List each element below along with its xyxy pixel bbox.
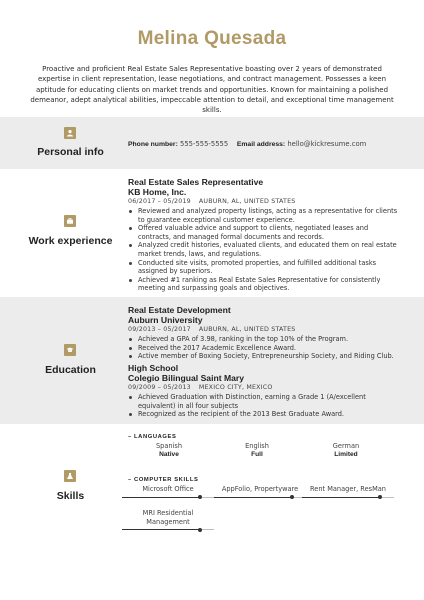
skills-section xyxy=(0,424,424,600)
job-company: KB Home, Inc. xyxy=(128,187,187,197)
language-level: Native xyxy=(159,450,179,458)
list-item: Received the 2017 Academic Excellence Award. xyxy=(128,344,398,353)
list-item: Achieved Graduation with Distinction, earning a Grade 1 (A/excellent equivalent) in all four subjects xyxy=(128,393,398,410)
skill-item xyxy=(122,509,214,530)
skill-bar-fill xyxy=(302,497,380,498)
language-item xyxy=(306,442,386,459)
skill-bar-marker xyxy=(378,495,382,499)
education-dates: 09/2009 – 05/2013 xyxy=(128,384,191,391)
skill-item xyxy=(214,485,306,498)
graduation-cap-icon xyxy=(64,344,76,356)
education-section xyxy=(0,297,424,424)
skill-bar xyxy=(122,497,214,498)
list-item: Achieved #1 ranking as Real Estate Sales Representative for consistently meeting and surpassing goals and objectives. xyxy=(128,276,398,293)
language-item xyxy=(129,442,209,459)
list-item: Analyzed credit histories, evaluated clients, and educated them on real estate market trends, laws, and regulations. xyxy=(128,241,398,258)
language-name: English xyxy=(245,442,269,450)
education-bullets xyxy=(128,335,398,361)
skill-bar-fill xyxy=(122,497,200,498)
list-item: Reviewed and analyzed property listings, acting as a representative for clients to guarantee exceptional customer experience. xyxy=(128,207,398,224)
briefcase-icon xyxy=(64,215,76,227)
skills-title: Skills xyxy=(56,490,85,502)
language-name: German xyxy=(332,442,360,450)
education-entry-1 xyxy=(128,305,398,361)
job-position: Real Estate Sales Representative xyxy=(128,177,264,187)
skill-bar-fill xyxy=(122,529,200,530)
language-level: Limited xyxy=(334,450,358,458)
skill-bar-fill xyxy=(214,497,292,498)
list-item: Recognized as the recipient of the 2013 Best Graduate Award. xyxy=(128,410,398,419)
skill-name: Microsoft Office xyxy=(142,485,194,493)
flask-icon xyxy=(64,470,76,482)
personal-info-section xyxy=(0,117,424,169)
contact-line xyxy=(128,139,398,150)
skill-bar-marker xyxy=(290,495,294,499)
language-level: Full xyxy=(251,450,263,458)
person-icon xyxy=(64,127,76,139)
education-bullets xyxy=(128,393,398,419)
education-title: Education xyxy=(45,364,96,376)
education-location: AUBURN, AL, UNITED STATES xyxy=(198,326,296,333)
school-name: Auburn University xyxy=(128,315,203,325)
skill-bar xyxy=(214,497,306,498)
languages-heading: – LANGUAGES xyxy=(128,434,177,440)
job-meta xyxy=(128,197,398,206)
phone-value: 555-555-5555 xyxy=(180,140,229,148)
list-item: Active member of Boxing Society, Entrepreneurship Society, and Riding Club. xyxy=(128,352,398,361)
skill-bar-marker xyxy=(198,528,202,532)
education-meta xyxy=(128,325,398,334)
personal-info-title: Personal info xyxy=(37,146,104,158)
skill-bar-marker xyxy=(198,495,202,499)
phone-label: Phone number: xyxy=(128,141,178,148)
skill-name: Rent Manager, ResMan xyxy=(310,485,386,493)
work-experience-title: Work experience xyxy=(28,235,113,247)
email-value: hello@kickresume.com xyxy=(287,140,367,148)
list-item: Offered valuable advice and support to clients, negotiated leases and contracts, and managed formal documents and records. xyxy=(128,224,398,241)
skill-item xyxy=(122,485,214,498)
computer-skills-heading: – COMPUTER SKILLS xyxy=(128,477,199,483)
education-location: MEXICO CITY, MEXICO xyxy=(198,384,273,391)
degree-title: Real Estate Development xyxy=(128,305,231,315)
job-bullets xyxy=(128,207,398,293)
resume-name: Melina Quesada xyxy=(137,28,287,49)
language-name: Spanish xyxy=(155,442,183,450)
skill-bar xyxy=(122,529,214,530)
job-entry xyxy=(128,177,398,293)
skill-name: AppFolio, Propertyware xyxy=(221,485,299,493)
education-entry-2 xyxy=(128,363,398,419)
skill-bar xyxy=(302,497,394,498)
language-item xyxy=(217,442,297,459)
education-dates: 09/2013 – 05/2017 xyxy=(128,326,191,333)
work-experience-section xyxy=(0,169,424,297)
summary-paragraph: Proactive and proficient Real Estate Sales Representative boasting over 2 years of demonstrated expertise in client representation, lease negotiations, and contract management. Possesses a keen aptitude for educating clients on market trends and opportunities. Known for maintaining a polished demeanor, adept analytical abilities, impeccable attention to detail, and exceptional time management skills. xyxy=(30,65,394,115)
education-meta xyxy=(128,383,398,392)
email-label: Email address: xyxy=(236,141,286,148)
degree-title: High School xyxy=(128,363,179,373)
list-item: Achieved a GPA of 3.98, ranking in the top 10% of the Program. xyxy=(128,335,398,344)
skill-item xyxy=(302,485,394,498)
list-item: Conducted site visits, promoted properties, and fulfilled additional tasks assigned by superiors. xyxy=(128,259,398,276)
job-dates: 06/2017 – 05/2019 xyxy=(128,198,191,205)
skill-name: MRI Residential Management xyxy=(142,509,194,526)
job-location: AUBURN, AL, UNITED STATES xyxy=(198,198,296,205)
school-name: Colegio Bilingual Saint Mary xyxy=(128,373,245,383)
